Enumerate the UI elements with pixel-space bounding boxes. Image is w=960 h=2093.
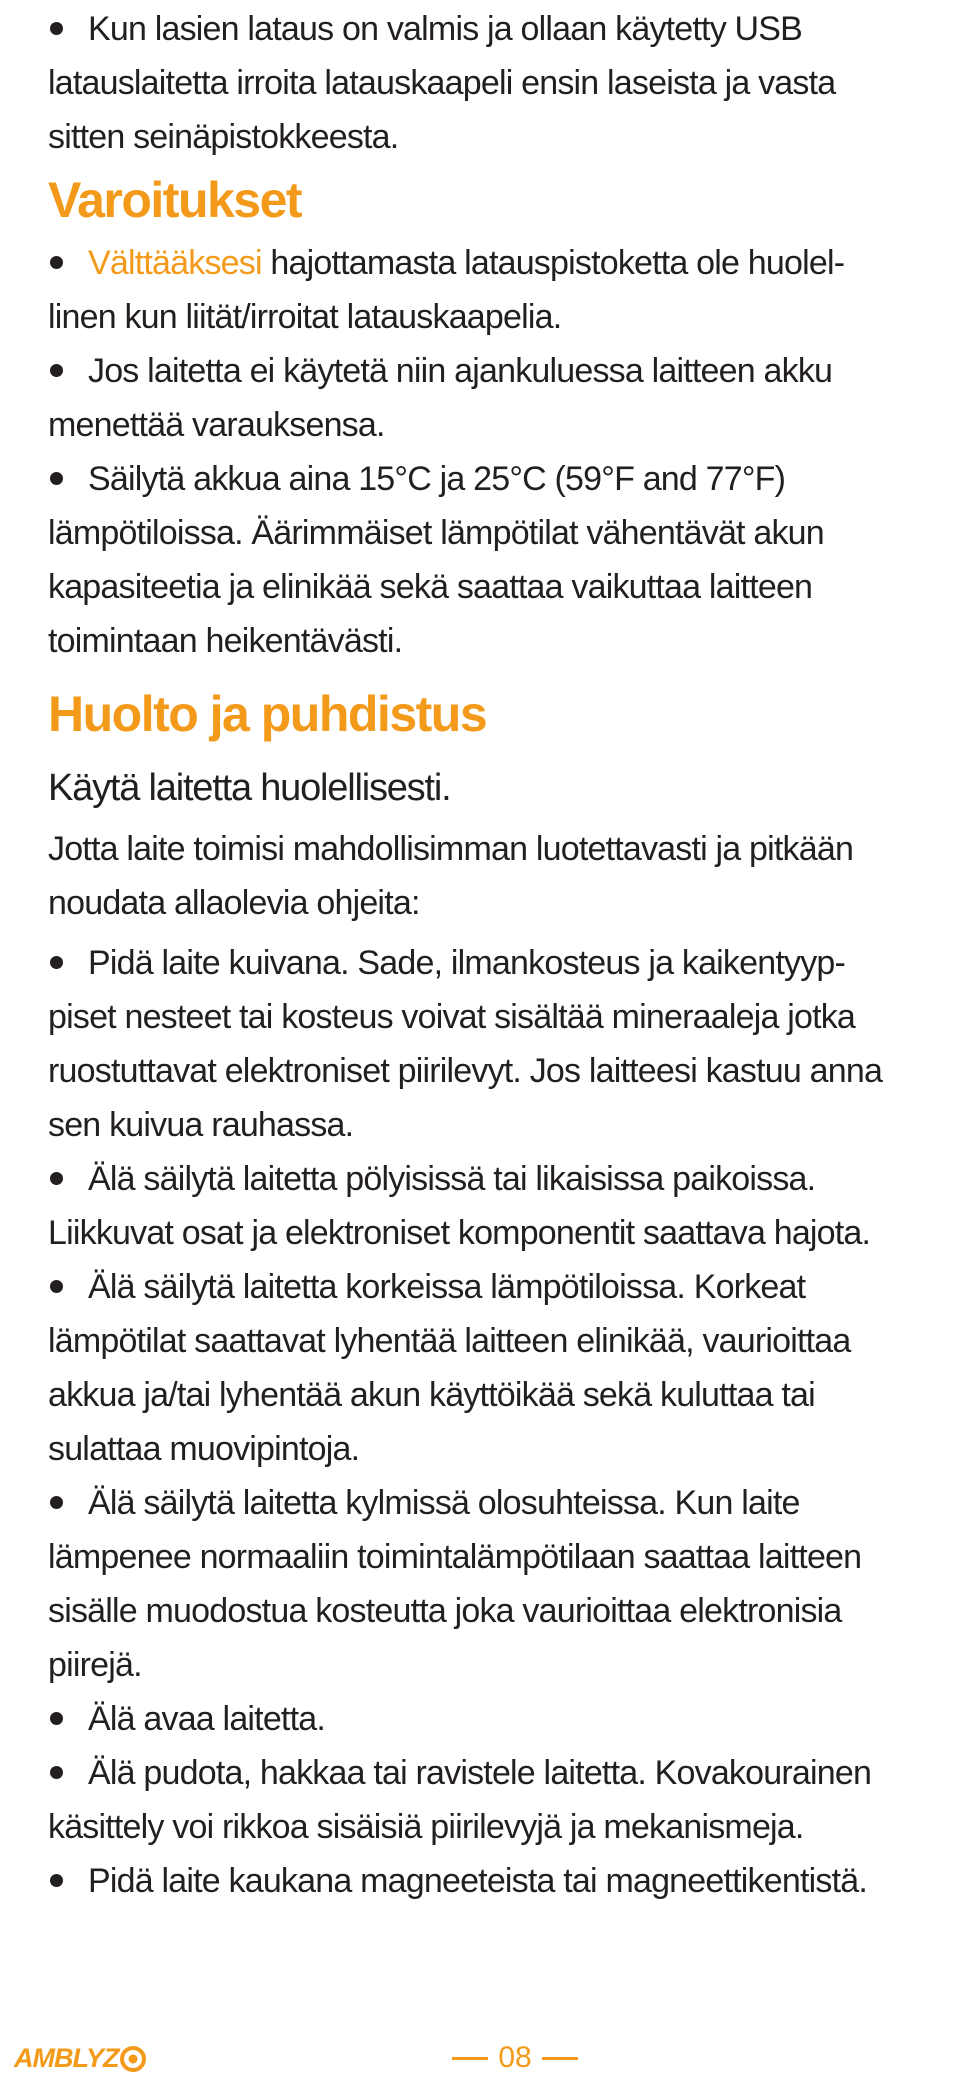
bullet-icon	[50, 956, 63, 969]
bullet-icon	[50, 1172, 63, 1185]
list-item: Pidä laite kuivana. Sade, ilmankosteus ja kaikentyyp- piset nesteet tai kosteus voivat sisältää mineraaleja jotka ruostuttavat elektroniset piirilevyt. Jos laitteesi kastuu anna sen kuivua rauhassa.	[48, 944, 883, 1144]
divider	[452, 2057, 488, 2060]
bullet-icon	[50, 472, 63, 485]
paragraph: Jotta laite toimisi mahdollisimman luotettavasti ja pitkään noudata allaolevia ohjeita:	[48, 830, 854, 922]
bullet-icon	[50, 256, 63, 269]
section-heading-maintenance: Huolto ja puhdistus	[48, 686, 487, 742]
list-item: Älä säilytä laitetta korkeissa lämpötiloissa. Korkeat lämpötilat saattavat lyhentää laitteen elinikää, vaurioittaa akkua ja/tai lyhentää akun käyttöikää sekä kuluttaa tai sulattaa muovipintoja.	[48, 1268, 851, 1468]
bullet-icon	[50, 1766, 63, 1779]
page-number: 08	[425, 2041, 605, 2075]
bullet-icon	[50, 1496, 63, 1509]
list-item: Pidä laite kaukana magneeteista tai magneettikentistä.	[48, 1854, 948, 1908]
list-item: Välttääksesi hajottamasta latauspistoketta ole huolel- linen kun liität/irroitat latauskaapelia.	[48, 244, 845, 336]
bullet-icon	[50, 1280, 63, 1293]
divider	[542, 2057, 578, 2060]
bullet-icon	[50, 364, 63, 377]
list-item: Älä säilytä laitetta kylmissä olosuhteissa. Kun laite lämpenee normaaliin toimintalämpötilaan saattaa laitteen sisälle muodostua kosteutta joka vaurioittaa elektronisia piirejä.	[48, 1484, 862, 1684]
list-item: Älä avaa laitetta.	[48, 1692, 948, 1746]
eye-logo-icon	[120, 2046, 146, 2072]
list-item: Älä säilytä laitetta pölyisissä tai likaisissa paikoissa. Liikkuvat osat ja elektroniset komponentit saattava hajota.	[48, 1160, 871, 1252]
bullet-icon	[50, 1874, 63, 1887]
section-heading-warnings: Varoitukset	[48, 172, 302, 228]
bullet-icon	[50, 1712, 63, 1725]
bullet-icon	[50, 22, 63, 35]
subheading: Käytä laitetta huolellisesti.	[48, 767, 451, 809]
brand-logo: AMBLYZ	[14, 2043, 146, 2074]
page-footer	[0, 2035, 960, 2085]
list-item: Jos laitetta ei käytetä niin ajankuluessa laitteen akku menettää varauksensa.	[48, 352, 833, 444]
list-item: Säilytä akkua aina 15°C ja 25°C (59°F and 77°F) lämpötiloissa. Äärimmäiset lämpötilat vähentävät akun kapasiteetia ja elinikää sekä saattaa vaikuttaa laitteen toimintaan heikentävästi.	[48, 460, 824, 660]
list-item: Älä pudota, hakkaa tai ravistele laitetta. Kovakourainen käsittely voi rikkoa sisäisiä piirilevyjä ja mekanismeja.	[48, 1754, 872, 1846]
highlight-text: Välttääksesi	[88, 244, 262, 282]
list-item: Kun lasien lataus on valmis ja ollaan käytetty USB latauslaitetta irroita latauskaapeli ensin laseista ja vasta sitten seinäpistokkeesta.	[48, 10, 836, 156]
document-page	[48, 0, 948, 1908]
